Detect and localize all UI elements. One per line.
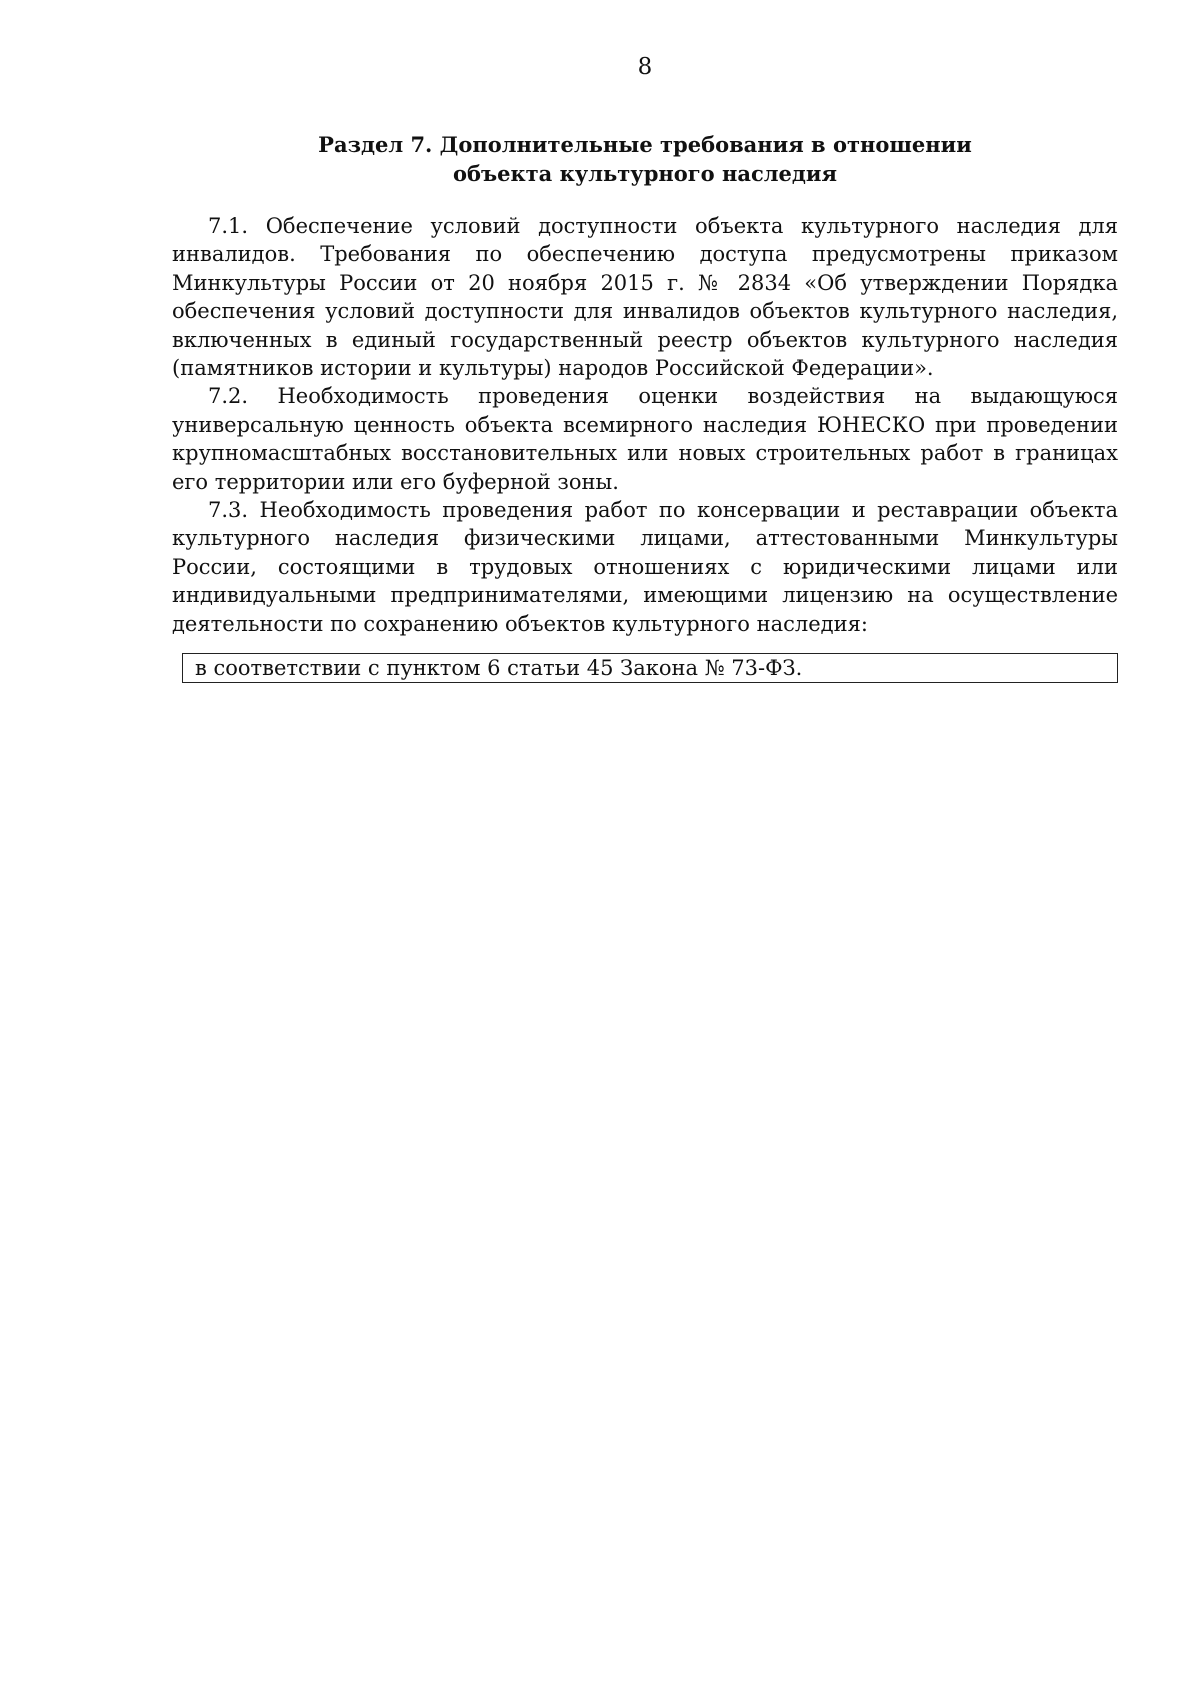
- section-title-line-1: Раздел 7. Дополнительные требования в отношении: [318, 132, 972, 157]
- paragraph-7-1: 7.1. Обеспечение условий доступности объекта культурного наследия для инвалидов. Требования по обеспечению доступа предусмотрены приказом Минкультуры России от 20 ноября 2015 г. № 2834 «Об утверждении Порядка обеспечения условий доступности для инвалидов объектов культурного наследия, включенных в единый государственный реестр объектов культурного наследия (памятников истории и культуры) народов Российской Федерации».: [172, 214, 1118, 381]
- page-number: 8: [637, 54, 653, 80]
- section-title-line-2: объекта культурного наследия: [453, 161, 837, 186]
- section-title: [172, 130, 1118, 188]
- paragraph-7-2: 7.2. Необходимость проведения оценки воздействия на выдающуюся универсальную ценность объекта всемирного наследия ЮНЕСКО при проведении крупномасштабных восстановительных или новых строительных работ в границах его территории или его буферной зоны.: [172, 384, 1118, 494]
- body-text: [172, 212, 1118, 638]
- boxed-requirement: в соответствии с пунктом 6 статьи 45 Закона № 73-ФЗ.: [182, 653, 1118, 683]
- paragraph-7-3: 7.3. Необходимость проведения работ по консервации и реставрации объекта культурного наследия физическими лицами, аттестованными Минкультуры России, состоящими в трудовых отношениях с юридическими лицами или индивидуальными предпринимателями, имеющими лицензию на осуществление деятельности по сохранению объектов культурного наследия:: [172, 498, 1118, 636]
